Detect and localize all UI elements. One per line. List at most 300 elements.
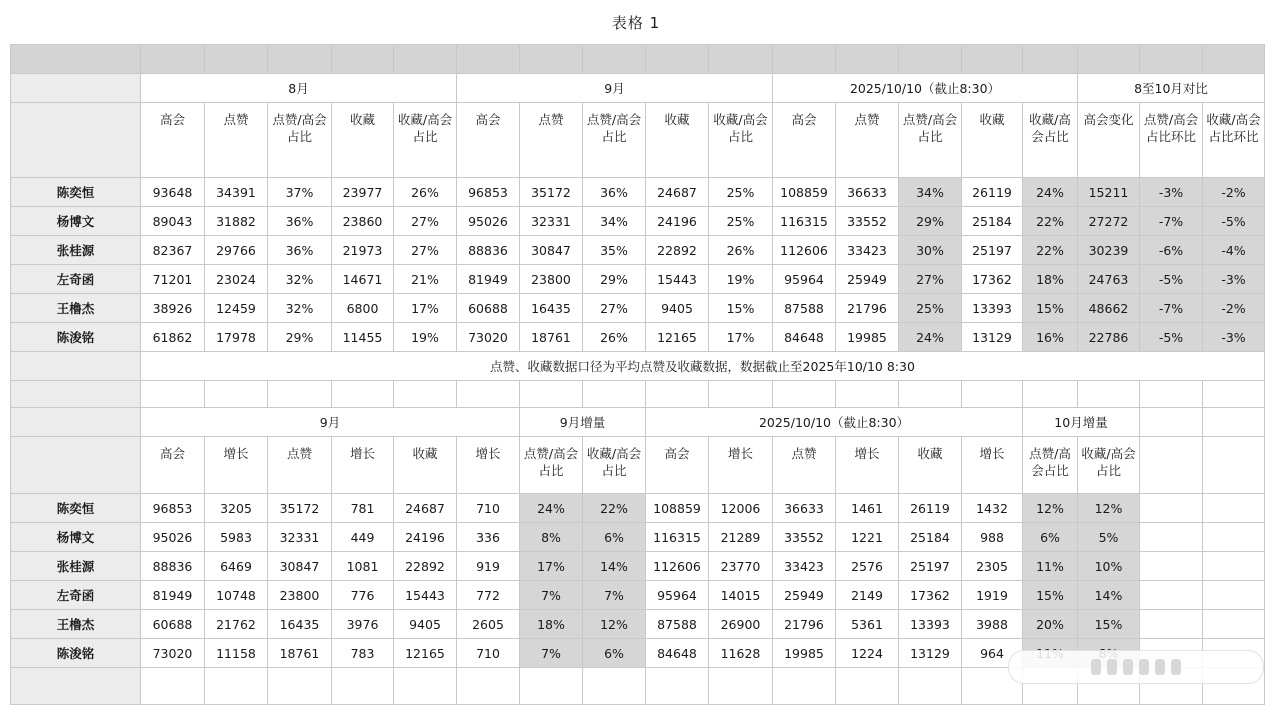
data-cell[interactable]: 13129 xyxy=(899,639,962,668)
data-cell[interactable]: 95026 xyxy=(141,523,205,552)
data-cell[interactable]: 12459 xyxy=(205,294,268,323)
spreadsheet-grid[interactable] xyxy=(10,44,1265,705)
data-cell[interactable]: 29766 xyxy=(205,236,268,265)
data-cell[interactable]: 89043 xyxy=(141,207,205,236)
data-cell[interactable]: 32331 xyxy=(520,207,583,236)
group-header[interactable]: 2025/10/10（截止8:30） xyxy=(773,74,1078,103)
data-cell[interactable]: 19985 xyxy=(773,639,836,668)
cell[interactable] xyxy=(1140,610,1203,639)
data-cell[interactable]: -3% xyxy=(1203,265,1265,294)
data-cell[interactable]: 336 xyxy=(457,523,520,552)
row-name[interactable]: 陈浚铭 xyxy=(11,323,141,352)
row-name[interactable]: 左奇函 xyxy=(11,581,141,610)
column-header[interactable]: 收藏 xyxy=(646,103,709,178)
data-cell[interactable]: 5% xyxy=(1078,523,1140,552)
data-cell[interactable]: 21973 xyxy=(332,236,394,265)
column-header[interactable]: 增长 xyxy=(457,437,520,494)
data-cell[interactable]: 22786 xyxy=(1078,323,1140,352)
column-header[interactable]: 点赞/高会占比 xyxy=(899,103,962,178)
column-header[interactable]: 增长 xyxy=(836,437,899,494)
data-cell[interactable]: 6% xyxy=(583,639,646,668)
data-cell[interactable]: 88836 xyxy=(457,236,520,265)
data-cell[interactable]: 81949 xyxy=(141,581,205,610)
column-header[interactable]: 点赞/高会占比 xyxy=(520,437,583,494)
data-cell[interactable]: 783 xyxy=(332,639,394,668)
data-cell[interactable]: 8% xyxy=(520,523,583,552)
data-cell[interactable]: 30% xyxy=(899,236,962,265)
data-cell[interactable]: 116315 xyxy=(646,523,709,552)
data-cell[interactable]: 19985 xyxy=(836,323,899,352)
cell[interactable] xyxy=(520,381,583,408)
data-cell[interactable]: 1221 xyxy=(836,523,899,552)
data-cell[interactable]: 29% xyxy=(268,323,332,352)
data-cell[interactable]: 25% xyxy=(709,207,773,236)
data-cell[interactable]: 36% xyxy=(268,236,332,265)
cell[interactable] xyxy=(11,381,141,408)
data-cell[interactable]: -5% xyxy=(1203,207,1265,236)
cell[interactable] xyxy=(773,45,836,74)
cell[interactable] xyxy=(836,45,899,74)
data-cell[interactable]: 32331 xyxy=(268,523,332,552)
data-cell[interactable]: 14015 xyxy=(709,581,773,610)
cell[interactable] xyxy=(773,668,836,705)
data-cell[interactable]: 21762 xyxy=(205,610,268,639)
data-cell[interactable]: 60688 xyxy=(457,294,520,323)
data-cell[interactable]: 112606 xyxy=(773,236,836,265)
row-name[interactable]: 左奇函 xyxy=(11,265,141,294)
data-cell[interactable]: 17978 xyxy=(205,323,268,352)
data-cell[interactable]: 25949 xyxy=(773,581,836,610)
data-cell[interactable]: -7% xyxy=(1140,207,1203,236)
data-cell[interactable]: -2% xyxy=(1203,178,1265,207)
cell[interactable] xyxy=(836,381,899,408)
cell[interactable] xyxy=(457,668,520,705)
data-cell[interactable]: 919 xyxy=(457,552,520,581)
data-cell[interactable]: 32% xyxy=(268,265,332,294)
data-cell[interactable]: 15443 xyxy=(394,581,457,610)
data-cell[interactable]: -5% xyxy=(1140,265,1203,294)
data-cell[interactable]: -7% xyxy=(1140,294,1203,323)
data-cell[interactable]: 988 xyxy=(962,523,1023,552)
data-cell[interactable]: 34% xyxy=(583,207,646,236)
cell[interactable] xyxy=(1203,610,1265,639)
data-cell[interactable]: 61862 xyxy=(141,323,205,352)
cell[interactable] xyxy=(962,45,1023,74)
column-header[interactable]: 高会变化 xyxy=(1078,103,1140,178)
cell[interactable] xyxy=(520,668,583,705)
data-cell[interactable]: 25% xyxy=(709,178,773,207)
cell[interactable] xyxy=(520,45,583,74)
cell[interactable] xyxy=(583,668,646,705)
data-cell[interactable]: 22% xyxy=(583,494,646,523)
data-cell[interactable]: 1432 xyxy=(962,494,1023,523)
group-header[interactable]: 9月 xyxy=(457,74,773,103)
data-cell[interactable]: 36633 xyxy=(773,494,836,523)
data-cell[interactable]: -4% xyxy=(1203,236,1265,265)
data-cell[interactable]: 24687 xyxy=(646,178,709,207)
data-cell[interactable]: -2% xyxy=(1203,294,1265,323)
data-cell[interactable]: 772 xyxy=(457,581,520,610)
cell[interactable] xyxy=(1203,494,1265,523)
column-header[interactable]: 点赞 xyxy=(836,103,899,178)
cell[interactable] xyxy=(1140,381,1203,408)
data-cell[interactable]: 26% xyxy=(394,178,457,207)
data-cell[interactable]: -3% xyxy=(1203,323,1265,352)
cell[interactable] xyxy=(899,668,962,705)
cell[interactable] xyxy=(646,45,709,74)
cell[interactable] xyxy=(962,381,1023,408)
data-cell[interactable]: 24% xyxy=(520,494,583,523)
column-header[interactable]: 点赞/高会占比 xyxy=(583,103,646,178)
data-cell[interactable]: -3% xyxy=(1140,178,1203,207)
data-cell[interactable]: 116315 xyxy=(773,207,836,236)
cell[interactable] xyxy=(646,668,709,705)
data-cell[interactable]: 22% xyxy=(1023,207,1078,236)
column-header[interactable]: 点赞/高会占比环比 xyxy=(1140,103,1203,178)
data-cell[interactable]: 30239 xyxy=(1078,236,1140,265)
data-cell[interactable]: 5361 xyxy=(836,610,899,639)
column-header[interactable]: 收藏 xyxy=(332,103,394,178)
column-header[interactable]: 增长 xyxy=(332,437,394,494)
cell[interactable] xyxy=(1140,437,1203,494)
column-header[interactable]: 点赞 xyxy=(520,103,583,178)
data-cell[interactable]: 710 xyxy=(457,639,520,668)
column-header[interactable]: 收藏/高会占比 xyxy=(394,103,457,178)
data-cell[interactable]: 14671 xyxy=(332,265,394,294)
data-cell[interactable]: 36% xyxy=(583,178,646,207)
data-cell[interactable]: 1081 xyxy=(332,552,394,581)
data-cell[interactable]: 25197 xyxy=(899,552,962,581)
data-cell[interactable]: 84648 xyxy=(646,639,709,668)
data-cell[interactable]: 34391 xyxy=(205,178,268,207)
column-header[interactable]: 收藏/高会占比 xyxy=(583,437,646,494)
data-cell[interactable]: 10% xyxy=(1078,552,1140,581)
row-name[interactable]: 张桂源 xyxy=(11,236,141,265)
data-cell[interactable]: 25949 xyxy=(836,265,899,294)
cell[interactable] xyxy=(1078,45,1140,74)
group-header[interactable]: 2025/10/10（截止8:30） xyxy=(646,408,1023,437)
group-header[interactable]: 9月增量 xyxy=(520,408,646,437)
data-cell[interactable]: 12% xyxy=(583,610,646,639)
data-cell[interactable]: 13393 xyxy=(899,610,962,639)
data-cell[interactable]: 7% xyxy=(583,581,646,610)
data-cell[interactable]: 48662 xyxy=(1078,294,1140,323)
data-cell[interactable]: 16% xyxy=(1023,323,1078,352)
cell[interactable] xyxy=(1203,523,1265,552)
cell[interactable] xyxy=(1078,381,1140,408)
data-cell[interactable]: 87588 xyxy=(773,294,836,323)
cell[interactable] xyxy=(583,45,646,74)
column-header[interactable]: 收藏 xyxy=(962,103,1023,178)
data-cell[interactable]: 16435 xyxy=(268,610,332,639)
cell[interactable] xyxy=(268,45,332,74)
data-cell[interactable]: 108859 xyxy=(773,178,836,207)
cell[interactable] xyxy=(1140,45,1203,74)
column-header[interactable]: 点赞/高会占比 xyxy=(268,103,332,178)
column-header[interactable]: 收藏/高会占比 xyxy=(709,103,773,178)
row-name[interactable]: 陈奕恒 xyxy=(11,494,141,523)
column-header[interactable]: 增长 xyxy=(205,437,268,494)
row-name[interactable]: 陈奕恒 xyxy=(11,178,141,207)
data-cell[interactable]: 13129 xyxy=(962,323,1023,352)
cell[interactable] xyxy=(11,668,141,705)
cell[interactable] xyxy=(205,668,268,705)
data-cell[interactable]: 18761 xyxy=(268,639,332,668)
data-cell[interactable]: 2605 xyxy=(457,610,520,639)
data-cell[interactable]: 26119 xyxy=(899,494,962,523)
cell[interactable] xyxy=(205,45,268,74)
group-header[interactable]: 9月 xyxy=(141,408,520,437)
data-cell[interactable]: 35% xyxy=(583,236,646,265)
cell[interactable] xyxy=(1203,552,1265,581)
data-cell[interactable]: 11% xyxy=(1023,552,1078,581)
row-name[interactable]: 陈浚铭 xyxy=(11,639,141,668)
cell[interactable] xyxy=(709,668,773,705)
column-header[interactable]: 增长 xyxy=(709,437,773,494)
data-cell[interactable]: 21% xyxy=(394,265,457,294)
data-cell[interactable]: 17362 xyxy=(962,265,1023,294)
data-cell[interactable]: 71201 xyxy=(141,265,205,294)
data-cell[interactable]: 16435 xyxy=(520,294,583,323)
column-header[interactable]: 收藏 xyxy=(394,437,457,494)
data-cell[interactable]: 6% xyxy=(583,523,646,552)
data-cell[interactable]: 27% xyxy=(899,265,962,294)
data-cell[interactable]: 96853 xyxy=(457,178,520,207)
data-cell[interactable]: 21796 xyxy=(773,610,836,639)
data-cell[interactable]: 22% xyxy=(1023,236,1078,265)
data-cell[interactable]: 33423 xyxy=(836,236,899,265)
data-cell[interactable]: 18761 xyxy=(520,323,583,352)
data-cell[interactable]: 964 xyxy=(962,639,1023,668)
data-cell[interactable]: 12165 xyxy=(394,639,457,668)
data-cell[interactable]: -5% xyxy=(1140,323,1203,352)
data-cell[interactable]: 24196 xyxy=(646,207,709,236)
cell[interactable] xyxy=(1203,408,1265,437)
cell[interactable] xyxy=(709,45,773,74)
data-cell[interactable]: 11628 xyxy=(709,639,773,668)
data-cell[interactable]: 11455 xyxy=(332,323,394,352)
data-cell[interactable]: -6% xyxy=(1140,236,1203,265)
column-header[interactable]: 点赞 xyxy=(205,103,268,178)
cell[interactable] xyxy=(332,668,394,705)
cell[interactable] xyxy=(141,381,205,408)
data-cell[interactable]: 95964 xyxy=(646,581,709,610)
data-cell[interactable]: 449 xyxy=(332,523,394,552)
data-cell[interactable]: 15443 xyxy=(646,265,709,294)
data-cell[interactable]: 36% xyxy=(268,207,332,236)
data-cell[interactable]: 776 xyxy=(332,581,394,610)
group-header[interactable]: 8月 xyxy=(141,74,457,103)
data-cell[interactable]: 23770 xyxy=(709,552,773,581)
data-cell[interactable]: 29% xyxy=(899,207,962,236)
column-header[interactable]: 高会 xyxy=(646,437,709,494)
cell[interactable] xyxy=(1203,381,1265,408)
data-cell[interactable]: 33423 xyxy=(773,552,836,581)
cell[interactable] xyxy=(709,381,773,408)
data-cell[interactable]: 11158 xyxy=(205,639,268,668)
data-cell[interactable]: 23800 xyxy=(520,265,583,294)
cell[interactable] xyxy=(899,381,962,408)
cell[interactable] xyxy=(836,668,899,705)
data-cell[interactable]: 93648 xyxy=(141,178,205,207)
cell[interactable] xyxy=(268,381,332,408)
data-cell[interactable]: 32% xyxy=(268,294,332,323)
data-cell[interactable]: 87588 xyxy=(646,610,709,639)
data-cell[interactable]: 5983 xyxy=(205,523,268,552)
data-cell[interactable]: 108859 xyxy=(646,494,709,523)
group-header[interactable]: 8至10月对比 xyxy=(1078,74,1265,103)
cell[interactable] xyxy=(1140,494,1203,523)
data-cell[interactable]: 34% xyxy=(899,178,962,207)
column-header[interactable]: 高会 xyxy=(141,103,205,178)
cell[interactable] xyxy=(457,381,520,408)
column-header[interactable]: 收藏/高会占比环比 xyxy=(1203,103,1265,178)
data-cell[interactable]: 73020 xyxy=(141,639,205,668)
data-cell[interactable]: 3988 xyxy=(962,610,1023,639)
data-cell[interactable]: 95026 xyxy=(457,207,520,236)
data-cell[interactable]: 6469 xyxy=(205,552,268,581)
row-name[interactable]: 王橹杰 xyxy=(11,294,141,323)
data-cell[interactable]: 27% xyxy=(394,236,457,265)
cell[interactable] xyxy=(1023,45,1078,74)
data-cell[interactable]: 24% xyxy=(899,323,962,352)
data-cell[interactable]: 18% xyxy=(520,610,583,639)
data-cell[interactable]: 26% xyxy=(709,236,773,265)
cell[interactable] xyxy=(899,45,962,74)
data-cell[interactable]: 23977 xyxy=(332,178,394,207)
data-cell[interactable]: 12% xyxy=(1023,494,1078,523)
data-cell[interactable]: 10748 xyxy=(205,581,268,610)
data-cell[interactable]: 31882 xyxy=(205,207,268,236)
column-header[interactable]: 点赞/高会占比 xyxy=(1023,437,1078,494)
data-cell[interactable]: 33552 xyxy=(773,523,836,552)
data-cell[interactable]: 24763 xyxy=(1078,265,1140,294)
data-cell[interactable]: 27% xyxy=(583,294,646,323)
column-header[interactable]: 点赞 xyxy=(773,437,836,494)
data-cell[interactable]: 82367 xyxy=(141,236,205,265)
data-cell[interactable]: 84648 xyxy=(773,323,836,352)
data-cell[interactable]: 27272 xyxy=(1078,207,1140,236)
data-cell[interactable]: 3976 xyxy=(332,610,394,639)
data-cell[interactable]: 12165 xyxy=(646,323,709,352)
data-cell[interactable]: 22892 xyxy=(646,236,709,265)
data-cell[interactable]: 14% xyxy=(583,552,646,581)
data-cell[interactable]: 17% xyxy=(394,294,457,323)
cell[interactable] xyxy=(394,45,457,74)
data-cell[interactable]: 33552 xyxy=(836,207,899,236)
column-header[interactable]: 高会 xyxy=(141,437,205,494)
cell[interactable] xyxy=(11,408,141,437)
cell[interactable] xyxy=(583,381,646,408)
data-cell[interactable]: 20% xyxy=(1023,610,1078,639)
data-cell[interactable]: 21289 xyxy=(709,523,773,552)
cell[interactable] xyxy=(11,45,141,74)
cell[interactable] xyxy=(11,74,141,103)
cell[interactable] xyxy=(1023,381,1078,408)
data-cell[interactable]: 96853 xyxy=(141,494,205,523)
data-cell[interactable]: 25184 xyxy=(962,207,1023,236)
data-cell[interactable]: 1461 xyxy=(836,494,899,523)
cell[interactable] xyxy=(1140,408,1203,437)
cell[interactable] xyxy=(1140,552,1203,581)
data-cell[interactable]: 13393 xyxy=(962,294,1023,323)
data-cell[interactable]: 15% xyxy=(1023,581,1078,610)
column-header[interactable]: 收藏/高会占比 xyxy=(1078,437,1140,494)
data-cell[interactable]: 12% xyxy=(1078,494,1140,523)
row-name[interactable]: 张桂源 xyxy=(11,552,141,581)
cell[interactable] xyxy=(332,381,394,408)
row-name[interactable]: 杨博文 xyxy=(11,523,141,552)
data-cell[interactable]: 25% xyxy=(899,294,962,323)
column-header[interactable]: 增长 xyxy=(962,437,1023,494)
data-cell[interactable]: 21796 xyxy=(836,294,899,323)
column-header[interactable]: 点赞 xyxy=(268,437,332,494)
data-cell[interactable]: 95964 xyxy=(773,265,836,294)
cell[interactable] xyxy=(457,45,520,74)
data-cell[interactable]: 37% xyxy=(268,178,332,207)
data-cell[interactable]: 25184 xyxy=(899,523,962,552)
cell[interactable] xyxy=(1140,581,1203,610)
row-name[interactable]: 王橹杰 xyxy=(11,610,141,639)
data-cell[interactable]: 1919 xyxy=(962,581,1023,610)
cell[interactable] xyxy=(394,668,457,705)
data-cell[interactable]: 781 xyxy=(332,494,394,523)
cell[interactable] xyxy=(646,381,709,408)
data-cell[interactable]: 23860 xyxy=(332,207,394,236)
data-cell[interactable]: 38926 xyxy=(141,294,205,323)
cell[interactable] xyxy=(394,381,457,408)
data-cell[interactable]: 7% xyxy=(520,639,583,668)
data-cell[interactable]: 7% xyxy=(520,581,583,610)
data-cell[interactable]: 17362 xyxy=(899,581,962,610)
data-cell[interactable]: 2576 xyxy=(836,552,899,581)
data-cell[interactable]: 22892 xyxy=(394,552,457,581)
cell[interactable] xyxy=(1203,581,1265,610)
cell[interactable] xyxy=(332,45,394,74)
cell[interactable] xyxy=(11,352,141,381)
data-cell[interactable]: 30847 xyxy=(268,552,332,581)
data-cell[interactable]: 27% xyxy=(394,207,457,236)
data-cell[interactable]: 60688 xyxy=(141,610,205,639)
cell[interactable] xyxy=(773,381,836,408)
cell[interactable] xyxy=(205,381,268,408)
data-cell[interactable]: 23800 xyxy=(268,581,332,610)
data-cell[interactable]: 19% xyxy=(394,323,457,352)
data-cell[interactable]: 17% xyxy=(520,552,583,581)
data-cell[interactable]: 26119 xyxy=(962,178,1023,207)
data-cell[interactable]: 15% xyxy=(1023,294,1078,323)
data-note[interactable]: 点赞、收藏数据口径为平均点赞及收藏数据，数据截止至2025年10/10 8:30 xyxy=(141,352,1265,381)
cell[interactable] xyxy=(141,668,205,705)
data-cell[interactable]: 2305 xyxy=(962,552,1023,581)
cell[interactable] xyxy=(1140,523,1203,552)
data-cell[interactable]: 18% xyxy=(1023,265,1078,294)
data-cell[interactable]: 24687 xyxy=(394,494,457,523)
data-cell[interactable]: 9405 xyxy=(646,294,709,323)
data-cell[interactable]: 3205 xyxy=(205,494,268,523)
data-cell[interactable]: 2149 xyxy=(836,581,899,610)
data-cell[interactable]: 81949 xyxy=(457,265,520,294)
data-cell[interactable]: 19% xyxy=(709,265,773,294)
column-header[interactable]: 收藏/高会占比 xyxy=(1023,103,1078,178)
column-header[interactable]: 高会 xyxy=(457,103,520,178)
data-cell[interactable]: 17% xyxy=(709,323,773,352)
data-cell[interactable]: 29% xyxy=(583,265,646,294)
data-cell[interactable]: 15211 xyxy=(1078,178,1140,207)
data-cell[interactable]: 14% xyxy=(1078,581,1140,610)
group-header[interactable]: 10月增量 xyxy=(1023,408,1140,437)
data-cell[interactable]: 710 xyxy=(457,494,520,523)
